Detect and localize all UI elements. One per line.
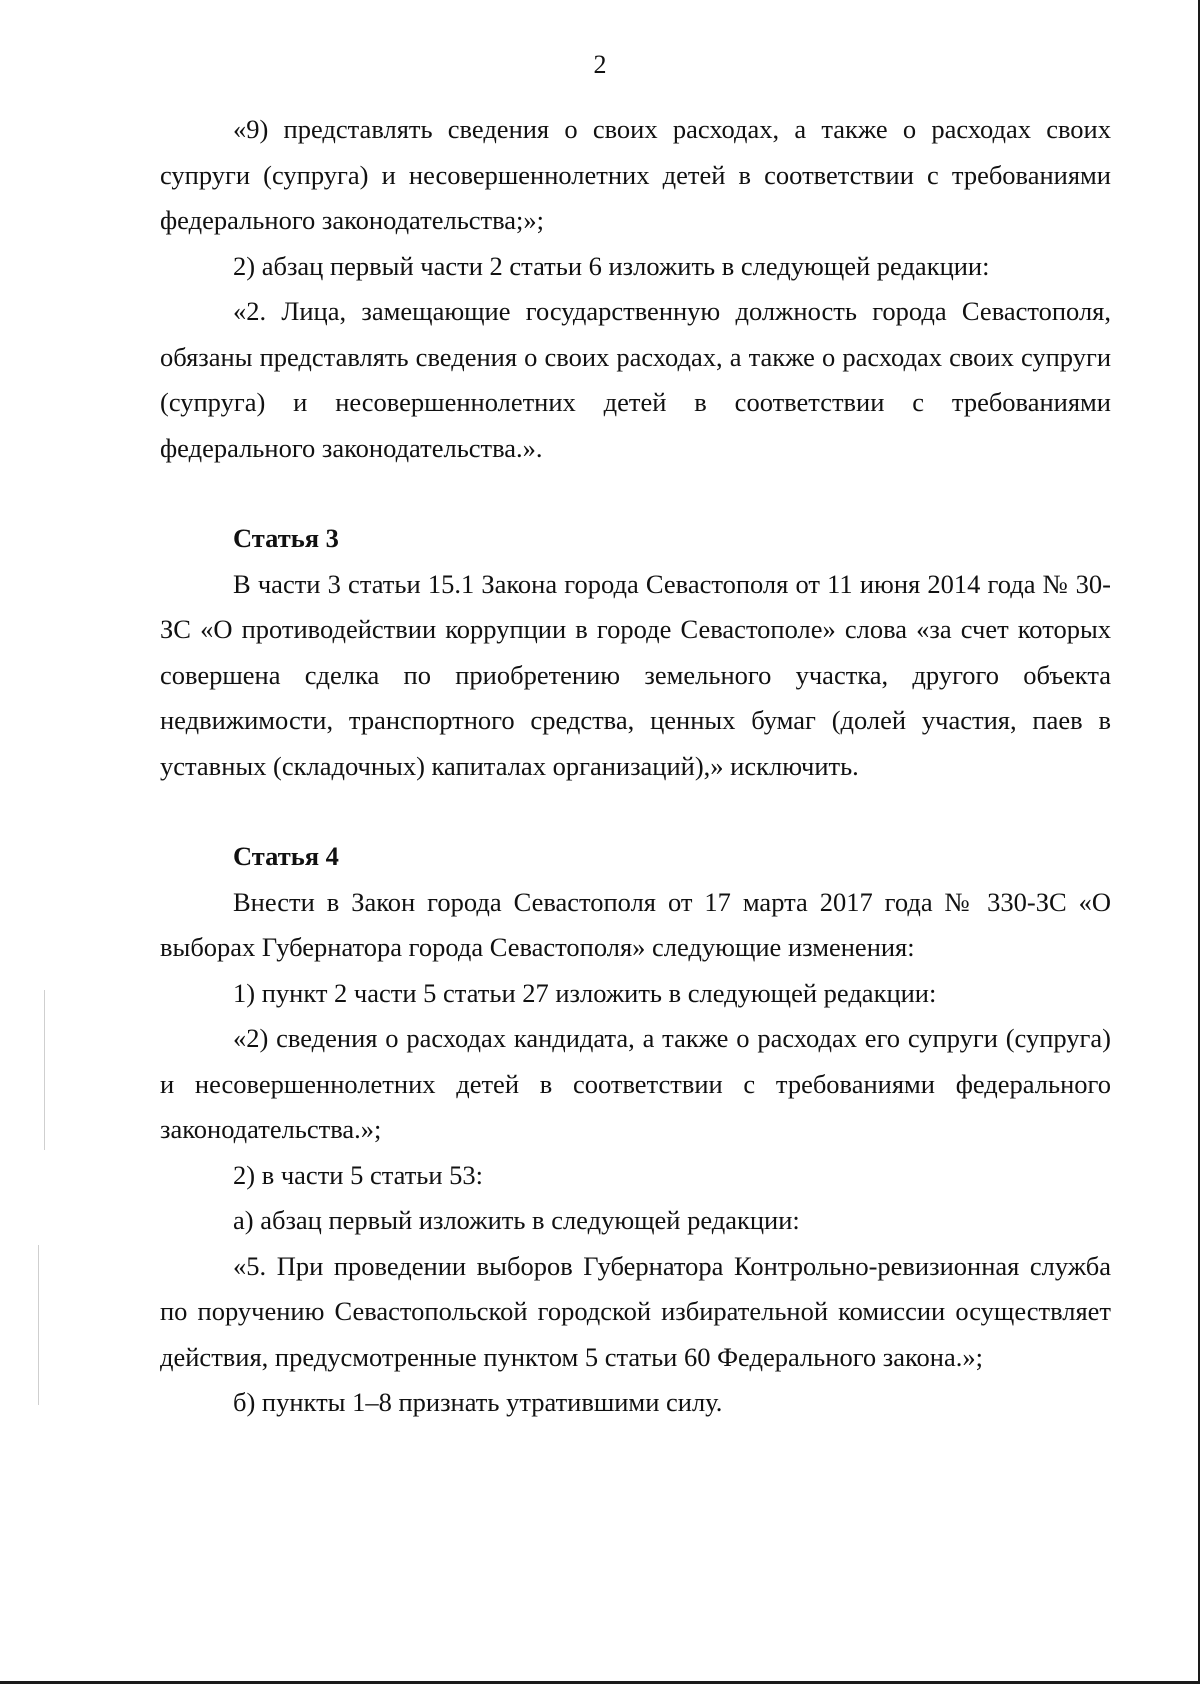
scan-artifact [38,1245,39,1405]
heading-article-3: Статья 3 [233,523,339,553]
paragraph-subitem-b: б) пункты 1–8 признать утратившими силу. [233,1387,723,1417]
paragraph-item-9: «9) представлять сведения о своих расходах, а также о расходах своих супруги (супруга) и несовершеннолетних детей в соответствии с требованиями федерального законодательства;»; [160,114,1111,235]
page-number: 2 [593,50,607,79]
document-body [160,107,1111,1426]
paragraph-quote-5: «5. При проведении выборов Губернатора Контрольно-ревизионная служба по поручению Севастопольской городской избирательной комиссии осуществляет действия, предусмотренные пунктом 5 статьи 60 Федерального закона.»; [160,1250,1111,1372]
paragraph-article-3-body: В части 3 статьи 15.1 Закона города Севастополя от 11 июня 2014 года № 30-ЗС «О противодействии коррупции в городе Севастополе» слова «за счет которых совершена сделка по приобретению земельного участка, другого объекта недвижимости, транспортного средства, ценных бумаг (долей участия, паев в уставных (складочных) капиталах организаций),» исключить. [160,568,1111,781]
paragraph-amendment-2-article-53: 2) в части 5 статьи 53: [233,1159,484,1190]
scan-artifact [44,990,45,1150]
paragraph-article-4-intro: Внести в Закон города Севастополя от 17 марта 2017 года № 330-ЗС «О выборах Губернатора города Севастополя» следующие изменения: [160,886,1111,962]
paragraph-amendment-1: 1) пункт 2 части 5 статьи 27 изложить в следующей редакции: [233,977,937,1008]
paragraph-quote-item-2: «2) сведения о расходах кандидата, а также о расходах его супруги (супруга) и несовершеннолетних детей в соответствии с требованиями федерального законодательства.»; [160,1023,1111,1144]
heading-article-4: Статья 4 [233,841,339,871]
paragraph-amendment-2: 2) абзац первый части 2 статьи 6 изложить в следующей редакции: [233,250,990,281]
paragraph-quote-2: «2. Лица, замещающие государственную должность города Севастополя, обязаны представлять сведения о своих расходах, а также о расходах своих супруги (супруга) и несовершеннолетних детей в соответствии с требованиями федерального законодательства.». [160,296,1111,463]
paragraph-subitem-a: а) абзац первый изложить в следующей редакции: [233,1205,800,1235]
